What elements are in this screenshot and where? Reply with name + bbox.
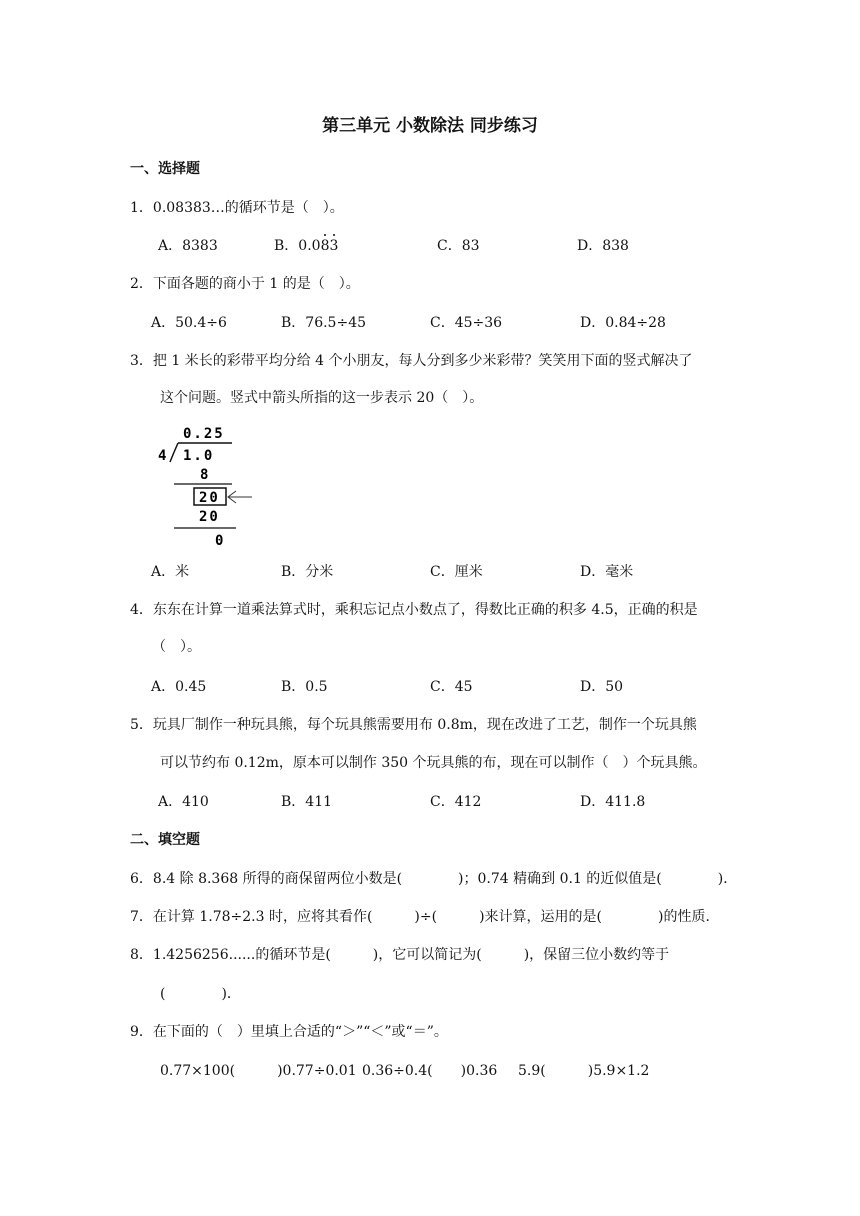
question-4-stem-line1: 4．东东在计算一道乘法算式时，乘积忘记点小数点了，得数比正确的积多 4.5，正确的积是 [130,602,698,618]
question-6: 6．8.4 除 8.368 所得的商保留两位小数是( )；0.74 精确到 0.1 的近似值是( )． [130,871,738,887]
repeating-dot-digit: 8 [320,238,330,254]
division-remainder: 0 [215,533,224,549]
q4-option-c: C．45 [430,679,473,695]
q1-option-b-prefix: B．0.0 [274,238,321,254]
division-step-subtract-8: 8 [200,467,209,483]
division-divisor: 4 [158,448,167,464]
q4-option-d: D．50 [580,679,624,695]
q9-compare-3: 5.9( )5.9×1.2 [518,1063,650,1079]
q2-option-b: B．76.5÷45 [281,315,367,331]
question-7: 7．在计算 1.78÷2.3 时，应将其看作( )÷( )来计算，运用的是( )的性质． [130,909,720,925]
q9-compare-1: 0.77×100( )0.77÷0.01 [160,1063,357,1079]
q4-option-a: A．0.45 [151,679,207,695]
q3-option-b: B．分米 [281,564,334,580]
q5-option-c: C．412 [430,794,482,810]
question-9-stem: 9．在下面的（ ）里填上合适的“＞”“＜”或“＝”。 [130,1024,448,1040]
division-dividend: 1.0 [183,448,215,464]
q3-option-d: D．毫米 [580,564,634,580]
question-4-stem-line2: （ ）。 [152,639,201,655]
question-1-stem: 1．0.08383…的循环节是（ ）。 [130,200,344,216]
q2-option-a: A．50.4÷6 [151,315,227,331]
long-division-figure [150,422,260,550]
question-3-stem-line2: 这个问题。竖式中箭头所指的这一步表示 20（ ）。 [160,390,484,406]
question-5-stem-line2: 可以节约布 0.12m，原本可以制作 350 个玩具熊的布，现在可以制作（ ）个玩具熊。 [160,755,707,771]
q5-option-d: D．411.8 [580,794,646,810]
q1-option-d: D．838 [577,238,629,254]
q1-option-c: C．83 [437,238,480,254]
q1-option-b [274,236,338,256]
section-heading-fill: 二、填空题 [130,832,200,848]
q4-option-b: B．0.5 [281,679,328,695]
section-heading-choice: 一、选择题 [130,161,200,177]
q3-option-c: C．厘米 [430,564,483,580]
q2-option-c: C．45÷36 [430,315,503,331]
q2-option-d: D．0.84÷28 [580,315,666,331]
division-step-20-boxed: 20 [199,490,220,506]
question-3-stem-line1: 3．把 1 米长的彩带平均分给 4 个小朋友，每人分到多少米彩带？笑笑用下面的竖式解决了 [130,353,693,369]
q1-option-a: A．8383 [158,238,218,254]
q5-option-a: A．410 [158,794,209,810]
division-step-20: 20 [199,509,220,525]
question-8-line1: 8．1.4256256......的循环节是( )，它可以简记为( )，保留三位小数约等于 [130,947,670,963]
q3-option-a: A．米 [151,564,190,580]
question-5-stem-line1: 5．玩具厂制作一种玩具熊，每个玩具熊需要用布 0.8m，现在改进了工艺，制作一个玩具熊 [130,717,697,733]
q9-compare-2: 0.36÷0.4( )0.36 [362,1063,498,1079]
question-2-stem: 2．下面各题的商小于 1 的是（ ）。 [130,276,360,292]
q5-option-b: B．411 [281,794,333,810]
repeating-dot-digit: 3 [329,238,339,254]
division-quotient: 0.25 [183,426,225,442]
page-title: 第三单元 小数除法 同步练习 [322,116,538,136]
question-8-line2: ( )． [160,986,241,1002]
